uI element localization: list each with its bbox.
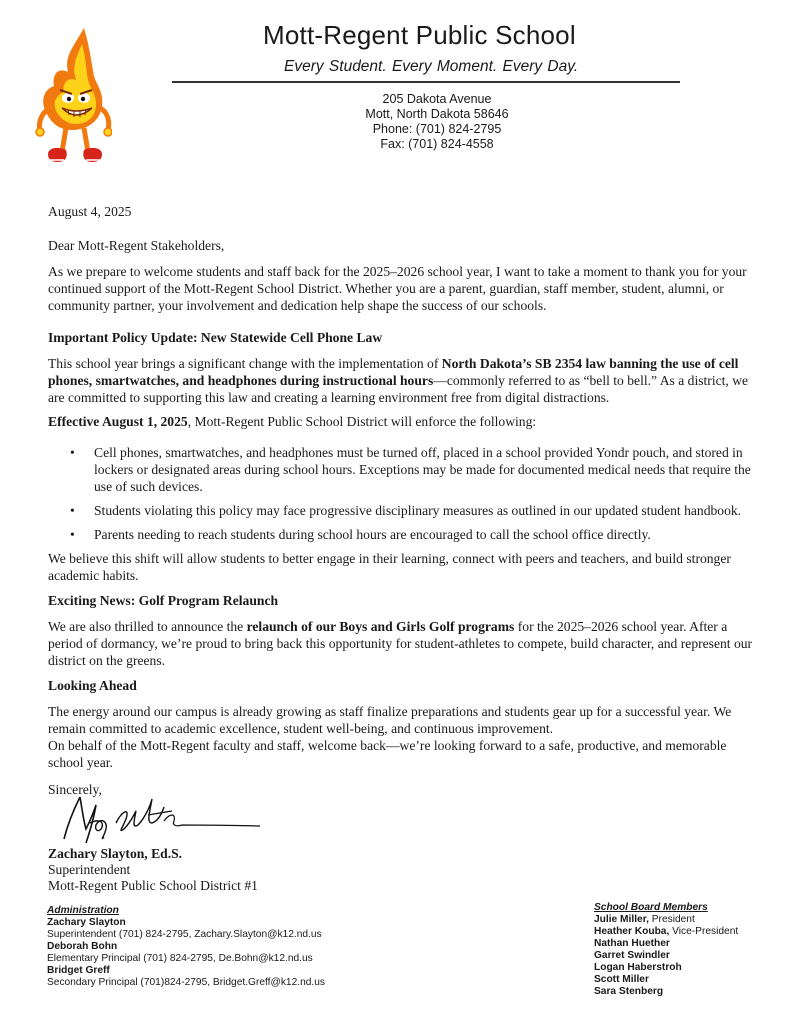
policy-list <box>48 444 754 543</box>
board-member-role: Vice-President <box>669 926 739 937</box>
effective-date-line <box>48 413 754 430</box>
letter-closing: Sincerely, <box>48 782 102 797</box>
effective-date-text: , Mott-Regent Public School District will enforce the following: <box>187 414 537 429</box>
signer-district: Mott-Regent Public School District #1 <box>48 878 258 893</box>
board-member <box>594 974 738 986</box>
golf-text: We are also thrilled to announce the <box>48 619 247 634</box>
address-phone: Phone: (701) 824-2795 <box>372 122 502 136</box>
bullet: • <box>70 445 75 460</box>
list-item-text: Parents needing to reach students during school hours are encouraged to call the school office directly. <box>94 527 651 542</box>
header-divider <box>172 81 680 83</box>
board-member <box>594 962 738 974</box>
ahead-paragraph-2: On behalf of the Mott-Regent faculty and staff, welcome back—we’re looking forward to a safe, productive, and memorable school year. <box>48 738 727 770</box>
board-member-name: Julie Miller, <box>594 914 649 925</box>
letter-body <box>48 203 754 798</box>
board-member <box>594 914 738 926</box>
ahead-heading: Looking Ahead <box>48 678 137 693</box>
school-motto: Every Student. Every Moment. Every Day. <box>284 58 579 75</box>
admin-name: Deborah Bohn <box>47 941 118 952</box>
policy-closing: We believe this shift will allow students to better engage in their learning, connect with peers and teachers, and build stronger academic habits. <box>48 551 731 583</box>
golf-text-end: for the 2025–2026 school year. After a period of dormancy, we’re proud to bring back this opportunity for student-athletes to compete, build character, and represent our district on the greens. <box>48 619 753 668</box>
board-member-name: Garret Swindler <box>594 950 670 961</box>
school-name: Mott-Regent Public School <box>263 20 576 50</box>
board-member <box>594 926 738 938</box>
board-member <box>594 938 738 950</box>
board-member <box>594 950 738 962</box>
board-member-name: Heather Kouba, <box>594 926 670 937</box>
letter-intro: As we prepare to welcome students and staff back for the 2025–2026 school year, I want to take a moment to thank you for your continued support of the Mott-Regent School District. Whether you are a parent, guardian, staff member, student, alumni, or community partner, your involvement and dedication help shape the success of our schools. <box>48 264 747 313</box>
signer-name: Zachary Slayton, Ed.S. <box>48 846 183 861</box>
signer-title: Superintendent <box>48 862 131 877</box>
handwritten-signature <box>60 793 265 849</box>
bullet: • <box>70 527 75 542</box>
board-member-name: Sara Stenberg <box>594 986 664 997</box>
board-title: School Board Members <box>594 902 708 913</box>
list-item <box>48 502 754 519</box>
administration-section <box>47 905 325 989</box>
list-item-text: Students violating this policy may face progressive disciplinary measures as outlined in our updated student handbook. <box>94 503 742 518</box>
board-member-role: President <box>648 914 695 925</box>
list-item-text: Cell phones, smartwatches, and headphones must be turned off, placed in a school provided Yondr pouch, and stored in lockers or designated areas during school hours. Exceptions may be made for documented medical needs that require the use of such devices. <box>94 445 751 494</box>
address-city: Mott, North Dakota 58646 <box>365 107 509 121</box>
list-item <box>48 526 754 543</box>
signature-block <box>48 846 258 894</box>
flame-mascot-logo <box>34 26 112 176</box>
letter-date: August 4, 2025 <box>48 204 132 219</box>
golf-paragraph <box>48 618 754 669</box>
list-item <box>48 444 754 495</box>
board-member <box>594 986 738 998</box>
school-board-section <box>594 902 738 998</box>
bullet: • <box>70 503 75 518</box>
admin-name: Zachary Slayton <box>47 917 126 928</box>
ahead-paragraph: The energy around our campus is already growing as staff finalize preparations and students gear up for a successful year. We remain committed to academic excellence, student well-being, and continuous improvement. <box>48 704 732 736</box>
board-member-name: Scott Miller <box>594 974 649 985</box>
school-address <box>352 92 522 152</box>
letter-salutation: Dear Mott-Regent Stakeholders, <box>48 238 225 253</box>
board-member-name: Logan Haberstroh <box>594 962 682 973</box>
board-member-name: Nathan Huether <box>594 938 670 949</box>
policy-heading: Important Policy Update: New Statewide Cell Phone Law <box>48 330 383 345</box>
policy-intro <box>48 355 754 406</box>
effective-date: Effective August 1, 2025 <box>48 414 188 429</box>
golf-highlight: relaunch of our Boys and Girls Golf programs <box>246 619 515 634</box>
policy-intro-text-end: —commonly referred to as “bell to bell.” As a district, we are committed to supporting this law and creating a learning environment free from digital distractions. <box>48 373 749 405</box>
address-fax: Fax: (701) 824-4558 <box>380 137 494 151</box>
golf-heading: Exciting News: Golf Program Relaunch <box>48 593 279 608</box>
admin-detail: Superintendent (701) 824-2795, Zachary.Slayton@k12.nd.us <box>47 929 322 940</box>
admin-name: Bridget Greff <box>47 965 110 976</box>
admin-detail: Secondary Principal (701)824-2795, Bridget.Greff@k12.nd.us <box>47 977 326 988</box>
admin-detail: Elementary Principal (701) 824-2795, De.Bohn@k12.nd.us <box>47 953 313 964</box>
policy-intro-text: This school year brings a significant change with the implementation of <box>48 356 442 371</box>
administration-title: Administration <box>47 905 119 916</box>
policy-law-highlight: North Dakota’s SB 2354 law banning the use of cell phones, smartwatches, and headphones during instructional hours <box>48 356 739 388</box>
address-street: 205 Dakota Avenue <box>382 92 492 106</box>
